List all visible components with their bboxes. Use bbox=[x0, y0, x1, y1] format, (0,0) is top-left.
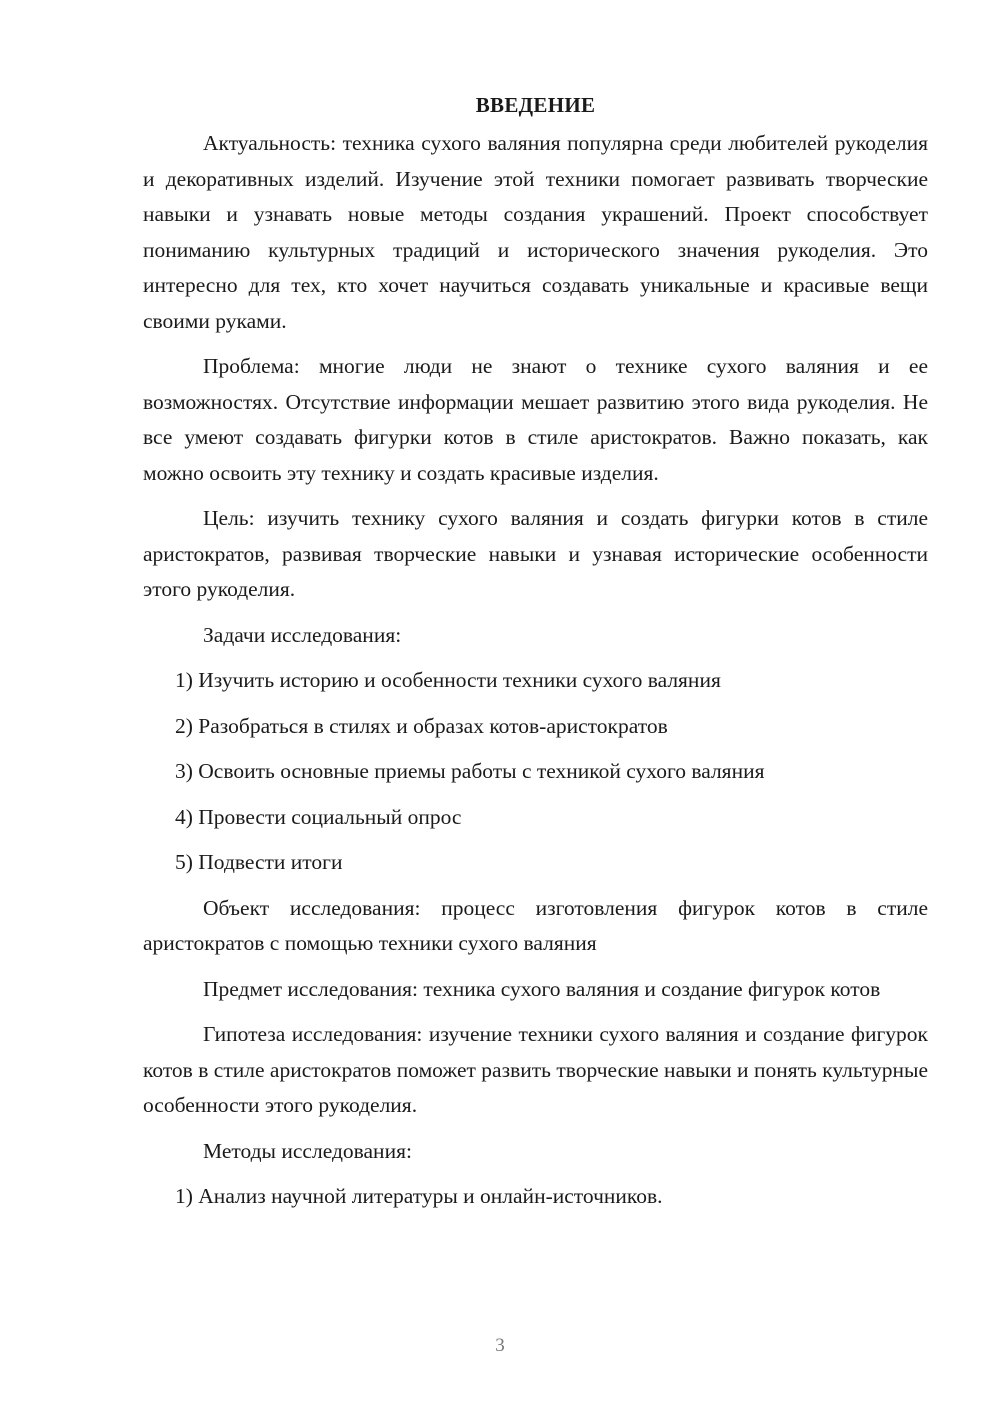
task-item: 3) Освоить основные приемы работы с техникой сухого валяния bbox=[175, 759, 765, 783]
method-item: 1) Анализ научной литературы и онлайн-источников. bbox=[175, 1184, 663, 1208]
subject-paragraph: Предмет исследования: техника сухого валяния и создание фигурок котов bbox=[203, 976, 881, 1001]
task-item: 5) Подвести итоги bbox=[175, 850, 343, 874]
relevance-paragraph: Актуальность: техника сухого валяния популярна среди любителей рукоделия и декоративных изделий. Изучение этой техники помогает развивать творческие навыки и узнавать новые методы создания украшений. Проект способствует пониманию культурных традиций и исторического значения рукоделия. Это интересно для тех, кто хочет научиться создавать уникальные и красивые вещи своими руками. bbox=[143, 131, 928, 333]
problem-paragraph: Проблема: многие люди не знают о технике сухого валяния и ее возможностях. Отсутствие информации мешает развитию этого вида рукоделия. Не все умеют создавать фигурки котов в стиле аристократов. Важно показать, как можно освоить эту технику и создать красивые изделия. bbox=[143, 354, 928, 485]
goal-paragraph: Цель: изучить технику сухого валяния и создать фигурки котов в стиле аристократов, развивая творческие навыки и узнавая исторические особенности этого рукоделия. bbox=[143, 506, 928, 601]
page-title: ВВЕДЕНИЕ bbox=[475, 93, 596, 117]
task-item: 1) Изучить историю и особенности техники сухого валяния bbox=[175, 668, 721, 692]
hypothesis-paragraph: Гипотеза исследования: изучение техники сухого валяния и создание фигурок котов в стиле аристократов поможет развить творческие навыки и понять культурные особенности этого рукоделия. bbox=[143, 1022, 928, 1117]
tasks-heading: Задачи исследования: bbox=[203, 622, 402, 647]
task-item: 4) Провести социальный опрос bbox=[175, 804, 462, 829]
task-item: 2) Разобраться в стилях и образах котов-аристократов bbox=[175, 713, 668, 738]
tasks-list bbox=[143, 663, 928, 881]
object-paragraph: Объект исследования: процесс изготовления фигурок котов в стиле аристократов с помощью техники сухого валяния bbox=[143, 895, 928, 955]
page-number: 3 bbox=[495, 1335, 505, 1356]
methods-list bbox=[143, 1179, 928, 1215]
methods-heading: Методы исследования: bbox=[203, 1138, 412, 1163]
document-page bbox=[143, 90, 928, 1225]
